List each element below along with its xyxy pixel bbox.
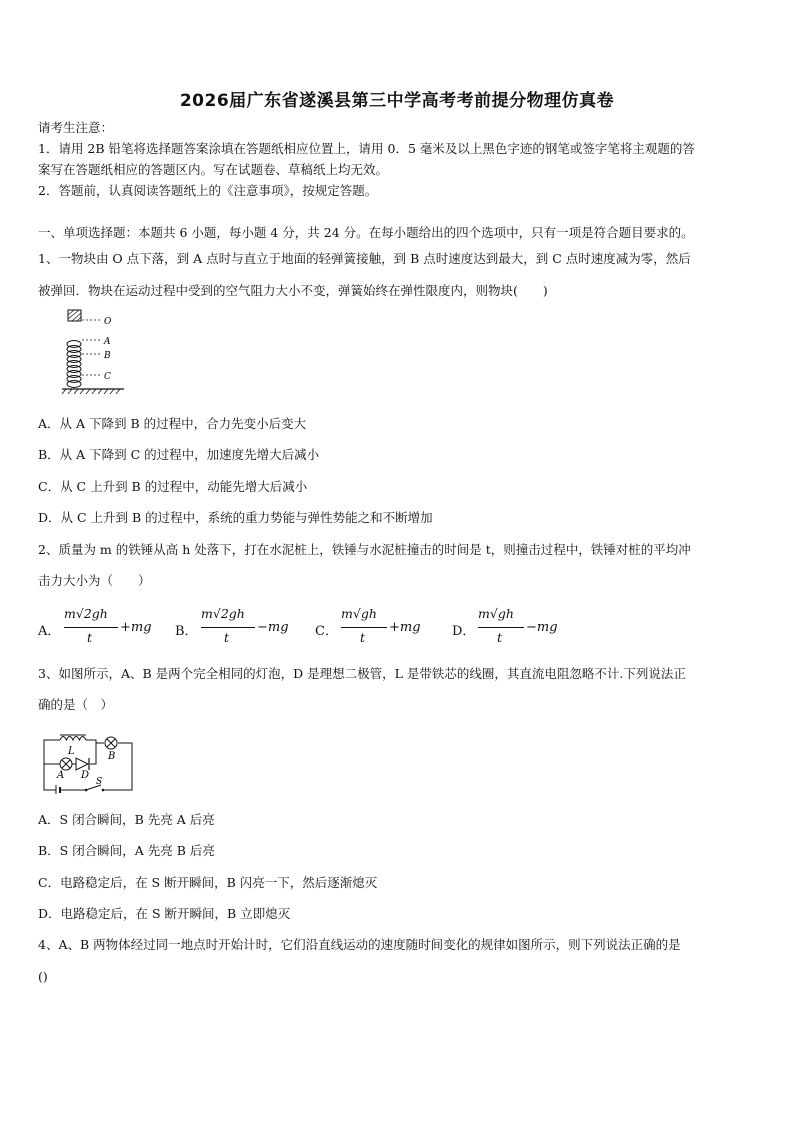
q3-stem-line-1: 3、如图所示，A、B 是两个完全相同的灯泡，D 是理想二极管，L 是带铁芯的线圈，其直流电阻忽略不计.下列说法正 (38, 666, 686, 681)
page-title: 2026届广东省遂溪县第三中学高考考前提分物理仿真卷 (179, 91, 615, 111)
q2-options-row (38, 606, 598, 650)
label-a: A (57, 770, 65, 781)
diode-icon (76, 758, 89, 770)
label-d: D (81, 770, 90, 781)
q3-option-b: B．S 闭合瞬间，A 先亮 B 后亮 (38, 843, 215, 858)
q2-option-c-numerator: m√gh (341, 606, 377, 621)
q2-option-b-numerator: m√2gh (201, 606, 245, 621)
label-b: B (108, 751, 116, 762)
q2-stem-line-1: 2、质量为 m 的铁锤从高 h 处落下，打在水泥桩上，铁锤与水泥桩撞击的时间是 t，则撞击过程中，铁锤对桩的平均冲 (38, 542, 691, 557)
q2-option-a-term: +mg (120, 620, 152, 635)
label-c: C (104, 372, 111, 382)
q2-option-c-term: +mg (389, 620, 421, 635)
q3-option-d: D．电路稳定后，在 S 断开瞬间，B 立即熄灭 (38, 906, 291, 921)
q2-stem-line-2: 击力大小为（ ） (38, 573, 151, 588)
q2-option-c-label: C． (315, 624, 338, 639)
q1-option-d: D．从 C 上升到 B 的过程中，系统的重力势能与弹性势能之和不断增加 (38, 510, 433, 525)
q1-option-b: B．从 A 下降到 C 的过程中，加速度先增大后减小 (38, 447, 320, 462)
q2-option-a-numerator: m√2gh (64, 606, 108, 621)
q3-stem-line-2: 确的是（ ） (38, 697, 114, 712)
q4-stem-line-2: () (38, 969, 48, 984)
notice-item-2: 2．答题前，认真阅读答题纸上的《注意事项》，按规定答题。 (38, 183, 378, 198)
notice-heading: 请考生注意： (38, 120, 114, 135)
spring-coil (67, 341, 81, 388)
inductor-coil (60, 737, 86, 741)
q1-option-c: C．从 C 上升到 B 的过程中，动能先增大后减小 (38, 479, 308, 494)
q4-stem-line-1: 4、A、B 两物体经过同一地点时开始计时，它们沿直线运动的速度随时间变化的规律如图所示，则下列说法正确的是 (38, 937, 681, 952)
battery-icon (56, 785, 60, 794)
notice-item-1-line-1: 1．请用 2B 铅笔将选择题答案涂填在答题纸相应位置上，请用 0．5 毫米及以上黑色字迹的钢笔或签字笔将主观题的答 (38, 141, 695, 156)
q2-option-d-label: D． (452, 624, 476, 639)
label-s: S (96, 777, 103, 787)
q2-option-d-numerator: m√gh (478, 606, 514, 621)
ground-hatch (62, 389, 120, 394)
notice-item-1-line-2: 案写在答题纸相应的答题区内。写在试题卷、草稿纸上均无效。 (38, 162, 389, 177)
q2-option-b-denominator: t (224, 630, 230, 645)
q2-option-c-denominator: t (360, 630, 366, 645)
q1-option-a: A．从 A 下降到 B 的过程中，合力先变小后变大 (38, 416, 307, 431)
label-o: O (104, 317, 112, 327)
lamp-a-icon (60, 758, 72, 770)
q1-stem-line-1: 1、一物块由 O 点下落，到 A 点时与直立于地面的轻弹簧接触，到 B 点时速度达到最大，到 C 点时速度减为零，然后 (38, 251, 691, 266)
circuit-wires (44, 740, 132, 790)
q2-option-d-denominator: t (497, 630, 503, 645)
section-1-heading: 一、单项选择题：本题共 6 小题，每小题 4 分，共 24 分。在每小题给出的四个选项中，只有一项是符合题目要求的。 (38, 225, 694, 240)
q2-option-d-term: −mg (526, 620, 558, 635)
label-b: B (104, 351, 111, 361)
label-a: A (104, 337, 111, 347)
label-l: L (68, 746, 75, 757)
lamp-b-icon (105, 737, 117, 749)
q2-option-b-label: B． (175, 624, 198, 639)
q2-option-b-term: −mg (257, 620, 289, 635)
q3-option-a: A．S 闭合瞬间，B 先亮 A 后亮 (38, 812, 215, 827)
q1-stem-line-2: 被弹回．物块在运动过程中受到的空气阻力大小不变，弹簧始终在弹性限度内，则物块( ) (38, 283, 548, 298)
level-dashes (82, 320, 102, 375)
q3-option-c: C．电路稳定后，在 S 断开瞬间，B 闪亮一下，然后逐渐熄灭 (38, 875, 378, 890)
q2-option-a-denominator: t (87, 630, 93, 645)
spring-figure (60, 308, 130, 404)
circuit-figure (38, 732, 138, 794)
q2-option-a-label: A． (38, 624, 61, 639)
